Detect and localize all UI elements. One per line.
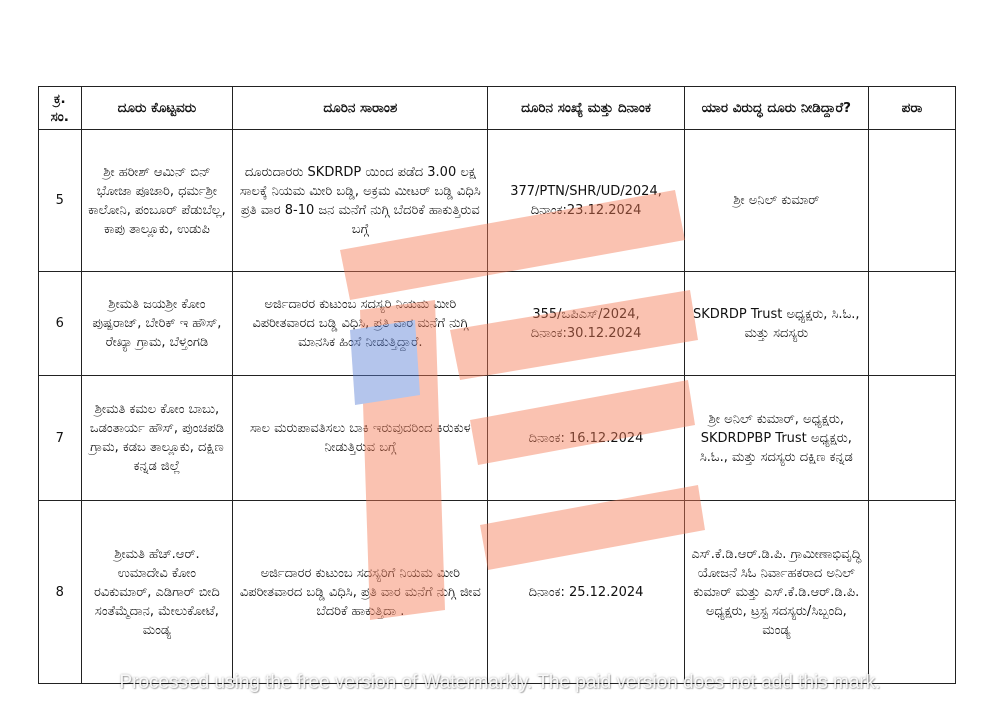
table-row — [39, 376, 956, 501]
complaints-table — [38, 86, 956, 684]
cell-complainant: ಶ್ರೀಮತಿ ಜಯಶ್ರೀ ಕೋಂ ಪುಷ್ಪರಾಜ್, ಬೇರಿಕ್ ಇ ಹೌಸ್, ರೇಖ್ಯಾ ಗ್ರಾಮ, ಬೆಳ್ತಂಗಡಿ — [81, 272, 233, 376]
cell-summary: ಅರ್ಜಿದಾರರ ಕುಟುಂಬ ಸದಸ್ಯರಿ ನಿಯಮ ಮೀರಿ ವಿಪರೀತವಾರದ ಬಡ್ಡಿ ವಿಧಿಸಿ, ಪ್ರತಿ ವಾರ ಮನೆಗೆ ನುಗ್ಗಿ ಮಾನಸಿಕ ಹಿಂಸೆ ನೀಡುತ್ತಿದ್ದಾರೆ. — [233, 272, 488, 376]
cell-complainant: ಶ್ರೀಮತಿ ಕಮಲ ಕೋಂ ಬಾಬು, ಒಡಂತಾರ್ಯ ಹೌಸ್, ಪುಂಚಪಡಿ ಗ್ರಾಮ, ಕಡಬ ತಾಲ್ಲೂಕು, ದಕ್ಷಿಣ ಕನ್ನಡ ಜಿಲ್ಲೆ — [81, 376, 233, 501]
cell-number-date: 377/PTN/SHR/UD/2024, ದಿನಾಂಕ:23.12.2024 — [488, 130, 684, 272]
header-complainant: ದೂರು ಕೊಟ್ಟವರು — [81, 87, 233, 130]
table-header-row — [39, 87, 956, 130]
cell-against: SKDRDP Trust ಅಧ್ಯಕ್ಷರು, ಸಿ.ಓ., ಮತ್ತು ಸದಸ್ಯರು — [684, 272, 868, 376]
header-number-date: ದೂರಿನ ಸಂಖ್ಯೆ ಮತ್ತು ದಿನಾಂಕ — [488, 87, 684, 130]
header-against: ಯಾರ ವಿರುದ್ಧ ದೂರು ನೀಡಿದ್ದಾರೆ? — [684, 87, 868, 130]
cell-para — [868, 501, 955, 684]
table-row — [39, 130, 956, 272]
watermark-text: Processed using the free version of Watermarkly. The paid version does not add this mark. — [119, 672, 881, 693]
cell-serial-number: 6 — [39, 272, 82, 376]
cell-number-date: 355/ಒಪಿಎಸ್/2024, ದಿನಾಂಕ:30.12.2024 — [488, 272, 684, 376]
cell-para — [868, 376, 955, 501]
cell-against: ಶ್ರೀ ಅನಿಲ್ ಕುಮಾರ್, ಅಧ್ಯಕ್ಷರು, SKDRDPBP Trust ಅಧ್ಯಕ್ಷರು, ಸಿ.ಓ., ಮತ್ತು ಸದಸ್ಯರು ದಕ್ಷಿಣ ಕನ್ನಡ — [684, 376, 868, 501]
cell-serial-number: 8 — [39, 501, 82, 684]
cell-para — [868, 272, 955, 376]
cell-complainant: ಶ್ರೀಮತಿ ಹೆಚ್.ಆರ್. ಉಮಾದೇವಿ ಕೋಂ ರವಿಕುಮಾರ್, ಎಡಿಗಾರ್ ಬೀದಿ ಸಂತೆಮ್ಮೆದಾನ, ಮೇಲುಕೋಟೆ, ಮಂಡ್ಯ — [81, 501, 233, 684]
cell-number-date: ದಿನಾಂಕ: 16.12.2024 — [488, 376, 684, 501]
header-serial-number: ಕ್ರ. ಸಂ. — [39, 87, 82, 130]
cell-serial-number: 5 — [39, 130, 82, 272]
cell-against: ಶ್ರೀ ಅನಿಲ್ ಕುಮಾರ್ — [684, 130, 868, 272]
cell-summary: ದೂರುದಾರರು SKDRDP ಯಿಂದ ಪಡೆದ 3.00 ಲಕ್ಷ ಸಾಲಕ್ಕೆ ನಿಯಮ ಮೀರಿ ಬಡ್ಡಿ, ಅಕ್ರಮ ಮೀಟರ್ ಬಡ್ಡಿ ವಿಧಿಸಿ ಪ್ರತಿ ವಾರ 8-10 ಜನ ಮನೆಗೆ ನುಗ್ಗಿ ಬೆದರಿಕೆ ಹಾಕುತ್ತಿರುವ ಬಗ್ಗೆ — [233, 130, 488, 272]
cell-complainant: ಶ್ರೀ ಹರೀಶ್ ಆಮಿನ್ ಬಿನ್ ಭೋಜಾ ಪೂಜಾರಿ, ಧರ್ಮಶ್ರೀ ಕಾಲೋನಿ, ಪಂಬೂರ್ ಪೆಡುಬೆಲ್ಲ, ಕಾಪು ತಾಲ್ಲೂಕು, ಉಡುಪಿ — [81, 130, 233, 272]
cell-serial-number: 7 — [39, 376, 82, 501]
cell-summary: ಅರ್ಜಿದಾರರ ಕುಟುಂಬ ಸದಸ್ಯರಿಗೆ ನಿಯಮ ಮೀರಿ ವಿಪರೀತವಾರದ ಬಡ್ಡಿ ವಿಧಿಸಿ, ಪ್ರತಿ ವಾರ ಮನೆಗೆ ನುಗ್ಗಿ ಜೀವ ಬೆದರಿಕೆ ಹಾಕುತ್ತಿದಾ . — [233, 501, 488, 684]
cell-para — [868, 130, 955, 272]
table-row — [39, 272, 956, 376]
header-summary: ದೂರಿನ ಸಾರಾಂಶ — [233, 87, 488, 130]
cell-summary: ಸಾಲ ಮರುಪಾವತಿಸಲು ಬಾಕಿ ಇರುವುದರಿಂದ ಕಿರುಕುಳ ನೀಡುತ್ತಿರುವ ಬಗ್ಗೆ — [233, 376, 488, 501]
table-row — [39, 501, 956, 684]
cell-against: ಎಸ್.ಕೆ.ಡಿ.ಆರ್.ಡಿ.ಪಿ. ಗ್ರಾಮೀಣಾಭಿವೃದ್ಧಿ ಯೋಜನೆ ಸಿಓ ನಿರ್ವಾಹಕರಾದ ಅನಿಲ್ ಕುಮಾರ್ ಮತ್ತು ಎಸ್.ಕೆ.ಡಿ.ಆರ್.ಡಿ.ಪಿ. ಅಧ್ಯಕ್ಷರು, ಟ್ರಸ್ಟ ಸದಸ್ಯರು/ಸಿಬ್ಬಂದಿ, ಮಂಡ್ಯ — [684, 501, 868, 684]
cell-number-date: ದಿನಾಂಕ: 25.12.2024 — [488, 501, 684, 684]
header-para: ಪರಾ — [868, 87, 955, 130]
